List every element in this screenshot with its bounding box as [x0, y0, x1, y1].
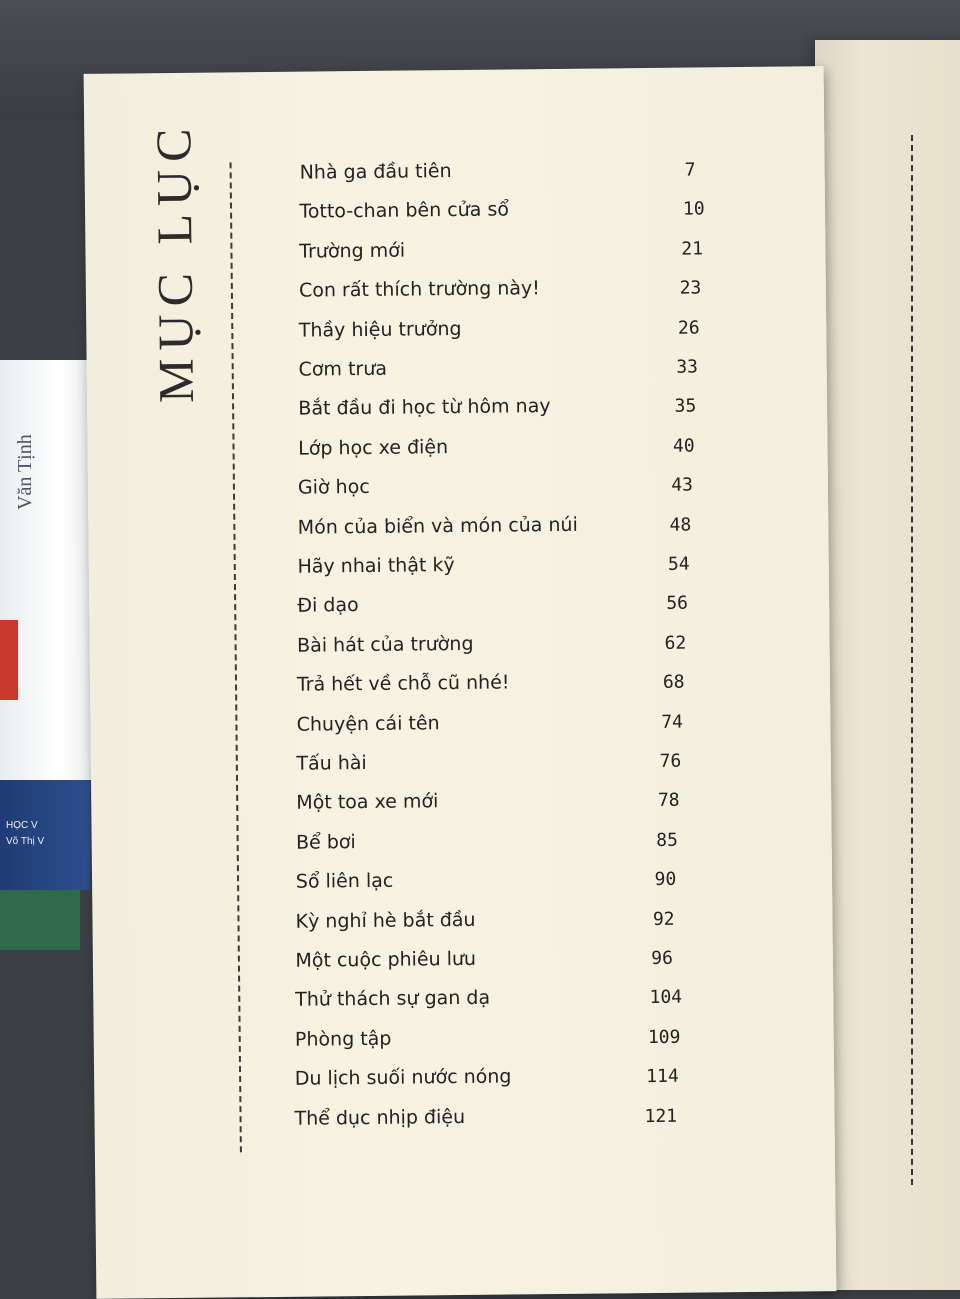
toc-entry	[299, 314, 759, 349]
toc-entry-page: 21	[681, 238, 704, 260]
toc-entry-title: Cơm trưa	[298, 357, 388, 381]
toc-entry-title: Một toa xe mới	[296, 790, 439, 815]
blue-book	[0, 780, 90, 890]
toc-entry-title: Một cuộc phiêu lưu	[295, 947, 477, 972]
toc-entry-title: Thầy hiệu trưởng	[298, 317, 462, 342]
toc-entry	[296, 787, 756, 822]
toc-entry-title: Bể bơi	[295, 830, 356, 854]
toc-entry-page: 78	[657, 790, 680, 812]
toc-entry-page: 96	[651, 947, 674, 970]
toc-entry-page: 54	[667, 553, 690, 575]
toc-entry	[297, 551, 757, 586]
book-spine-title: Văn Tịnh	[14, 434, 36, 510]
toc-list	[84, 66, 837, 1299]
toc-entry	[296, 866, 756, 901]
toc-entry	[296, 748, 756, 783]
toc-entry-page: 74	[661, 711, 684, 733]
toc-entry-page: 23	[679, 277, 702, 299]
toc-entry-page: 109	[647, 1026, 681, 1048]
toc-entry	[295, 1063, 755, 1098]
toc-page	[84, 66, 837, 1299]
toc-entry-page: 104	[649, 987, 683, 1009]
toc-entry-page: 7	[684, 159, 696, 181]
toc-entry-title: Totto-chan bên cửa sổ	[299, 198, 510, 224]
toc-entry-page: 62	[664, 632, 687, 654]
toc-entry-title: Bài hát của trường	[296, 632, 474, 657]
blue-book-text-2: Võ Thị V	[6, 836, 45, 847]
toc-entry	[296, 906, 756, 941]
toc-entry	[296, 827, 756, 862]
toc-entry	[299, 236, 759, 271]
toc-entry-page: 121	[644, 1105, 678, 1127]
toc-entry-title: Giờ học	[297, 476, 370, 499]
toc-entry-page: 56	[666, 592, 689, 615]
toc-entry-title: Thể dục nhịp điệu	[294, 1105, 466, 1130]
toc-entry-page: 85	[656, 829, 679, 851]
toc-entry	[298, 393, 758, 428]
toc-entry-page: 26	[677, 317, 700, 339]
toc-entry-title: Thử thách sự gan dạ	[295, 987, 491, 1012]
toc-entry	[300, 157, 760, 192]
toc-entry	[298, 433, 758, 468]
facing-page	[815, 40, 960, 1290]
toc-entry-page: 43	[671, 474, 694, 496]
facing-page-divider	[911, 135, 913, 1185]
toc-entry-page: 68	[662, 671, 685, 694]
toc-entry-title: Trả hết về chỗ cũ nhé!	[296, 671, 510, 696]
toc-entry	[299, 196, 759, 231]
toc-entry-page: 92	[652, 908, 675, 930]
green-book	[0, 890, 80, 950]
toc-entry-page: 40	[672, 435, 695, 457]
toc-entry	[299, 275, 759, 310]
toc-entry-title: Hãy nhai thật kỹ	[297, 554, 455, 578]
toc-entry-title: Tấu hài	[296, 751, 367, 775]
toc-entry-title: Du lịch suối nước nóng	[294, 1065, 512, 1090]
toc-entry-title: Nhà ga đầu tiên	[299, 160, 452, 184]
white-book	[0, 360, 100, 780]
toc-entry-title: Chuyện cái tên	[296, 711, 440, 736]
toc-entry	[294, 1103, 754, 1138]
toc-entry-page: 90	[654, 868, 677, 891]
blue-book-text-1: HỌC V	[6, 820, 38, 831]
toc-entry-title: Phòng tập	[294, 1027, 392, 1051]
toc-entry	[297, 630, 757, 665]
toc-entry-title: Kỳ nghỉ hè bắt đầu	[295, 908, 476, 933]
toc-entry-page: 35	[674, 395, 697, 418]
toc-entry-page: 48	[669, 514, 692, 536]
toc-entry-title: Con rất thích trường này!	[298, 277, 540, 302]
toc-entry-title: Lớp học xe điện	[298, 435, 449, 460]
toc-entry	[298, 472, 758, 507]
toc-entry	[295, 984, 755, 1019]
toc-entry-page: 114	[646, 1065, 679, 1088]
toc-entry-title: Bắt đầu đi học từ hôm nay	[298, 395, 551, 421]
toc-entry-title: Đi dạo	[297, 594, 359, 618]
toc-entry	[297, 708, 757, 743]
toc-entry	[298, 354, 758, 389]
toc-entry	[297, 669, 757, 704]
toc-entry-title: Món của biển và món của núi	[297, 513, 578, 539]
toc-entry-page: 76	[659, 750, 682, 772]
toc-entry	[298, 511, 758, 546]
toc-entry-title: Sổ liên lạc	[295, 869, 394, 893]
red-book-edge	[0, 620, 18, 700]
toc-heading: MỤC LỤC	[145, 120, 205, 404]
toc-entry	[295, 945, 755, 980]
toc-entry	[295, 1024, 755, 1059]
toc-entry	[297, 590, 757, 625]
toc-entry-page: 33	[676, 356, 699, 378]
toc-entry-title: Trường mới	[299, 239, 406, 263]
toc-entry-page: 10	[682, 198, 705, 221]
